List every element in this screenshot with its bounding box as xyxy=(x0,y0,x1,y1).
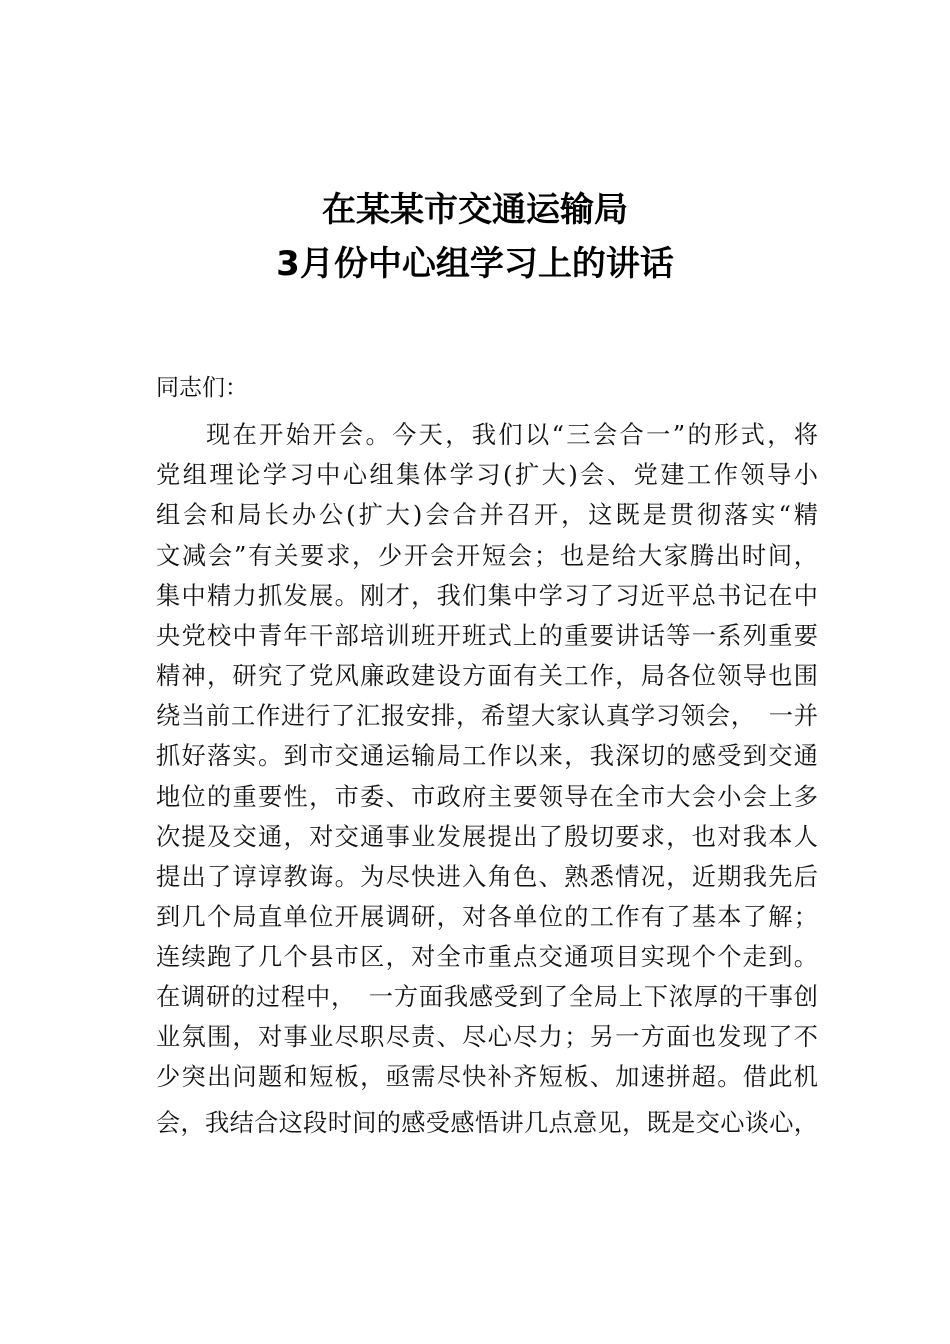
document-title-line-1: 在某某市交通运输局 xyxy=(322,190,628,230)
document-title-line-2: 3月份中心组学习上的讲话 xyxy=(276,244,674,284)
body-line-12: 提出了谆谆教诲。为尽快进入角色、熟悉情况，近期我先后 xyxy=(156,863,818,891)
body-line-5: 集中精力抓发展。刚才，我们集中学习了习近平总书记在中 xyxy=(156,582,818,610)
body-line-17: 少突出问题和短板，亟需尽快补齐短板、加速拼超。借此机 xyxy=(156,1063,818,1091)
body-line-13: 到几个局直单位开展调研，对各单位的工作有了基本了解； xyxy=(156,903,818,931)
salutation: 同志们： xyxy=(156,375,248,401)
body-line-10: 地位的重要性，市委、市政府主要领导在全市大会小会上多 xyxy=(156,783,818,811)
body-line-6: 央党校中青年干部培训班开班式上的重要讲话等一系列重要 xyxy=(156,622,818,650)
body-line-1: 现在开始开会。今天，我们以“三会合一”的形式，将 xyxy=(206,421,818,449)
body-line-7: 精神，研究了党风廉政建设方面有关工作，局各位领导也围 xyxy=(156,662,818,690)
body-line-11: 次提及交通，对交通事业发展提出了殷切要求，也对我本人 xyxy=(156,823,818,851)
body-line-9: 抓好落实。到市交通运输局工作以来，我深切的感受到交通 xyxy=(156,742,818,770)
body-line-8: 绕当前工作进行了汇报安排，希望大家认真学习领会， 一并 xyxy=(156,702,818,730)
body-line-15: 在调研的过程中， 一方面我感受到了全局上下浓厚的干事创 xyxy=(156,983,818,1011)
body-line-3: 组会和局长办公(扩大)会合并召开，这既是贯彻落实“精 xyxy=(156,501,818,529)
body-line-16: 业氛围，对事业尽职尽责、尽心尽力；另一方面也发现了不 xyxy=(156,1023,818,1051)
body-line-14: 连续跑了几个县市区，对全市重点交通项目实现个个走到。 xyxy=(156,943,818,971)
body-line-18: 会，我结合这段时间的感受感悟讲几点意见，既是交心谈心， xyxy=(156,1109,818,1137)
body-line-2: 党组理论学习中心组集体学习(扩大)会、党建工作领导小 xyxy=(156,461,818,489)
body-line-4: 文减会”有关要求，少开会开短会；也是给大家腾出时间， xyxy=(156,542,818,570)
